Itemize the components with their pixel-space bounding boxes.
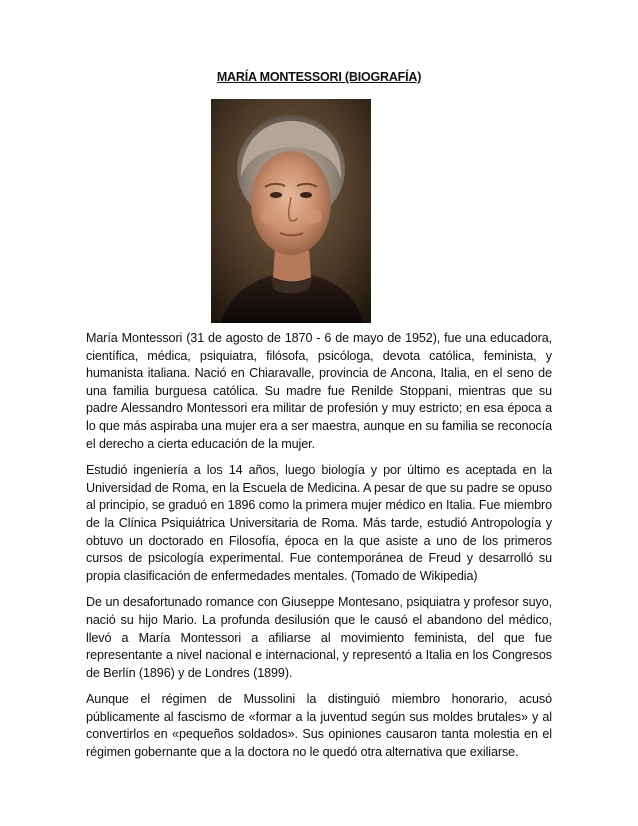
biography-body <box>86 330 552 771</box>
paragraph-2: Estudió ingeniería a los 14 años, luego biología y por último es aceptada en la Universidad de Roma, en la Escuela de Medicina. A pesar de que su padre se opuso al principio, se graduó en 1896 como la primera mujer médico en Italia. Fue miembro de la Clínica Psiquiátrica Universitaria de Roma. Más tarde, estudió Antropología y obtuvo un doctorado en Filosofía, época en la que asiste a uno de los primeros cursos de psicología experimental. Fue contemporánea de Freud y desarrolló su propia clasificación de enfermedades mentales. (Tomado de Wikipedia) <box>86 463 552 583</box>
portrait-illustration <box>211 99 371 323</box>
paragraph-1: María Montessori (31 de agosto de 1870 - 6 de mayo de 1952), fue una educadora, científica, médica, psiquiatra, filósofa, psicóloga, devota católica, feminista, y humanista italiana. Nació en Chiaravalle, provincia de Ancona, Italia, en el seno de una familia burguesa católica. Su madre fue Renilde Stoppani, mientras que su padre Alessandro Montessori era militar de profesión y muy estricto; en esa época a lo que más aspiraba una mujer era a ser maestra, aunque en su familia se reconocía el derecho a cierta educación de la mujer. <box>86 331 552 451</box>
page-title: MARÍA MONTESSORI (BIOGRAFÍA) <box>216 70 422 84</box>
paragraph-3: De un desafortunado romance con Giuseppe Montesano, psiquiatra y profesor suyo, nació su hijo Mario. La profunda desilusión que le causó el abandono del médico, llevó a María Montessori a afiliarse al movimiento feminista, del que fue representante a nivel nacional e internacional, y representó a Italia en los Congresos de Berlín (1896) y de Londres (1899). <box>86 595 552 680</box>
paragraph-4: Aunque el régimen de Mussolini la distinguió miembro honorario, acusó públicamente al fascismo de «formar a la juventud según sus moldes brutales» y al convertirlos en «pequeños soldados». Sus opiniones causaron tanta molestia en el régimen gobernante que a la doctora no le quedó otra alternativa que exiliarse. <box>86 692 552 760</box>
portrait-photo <box>211 99 371 323</box>
